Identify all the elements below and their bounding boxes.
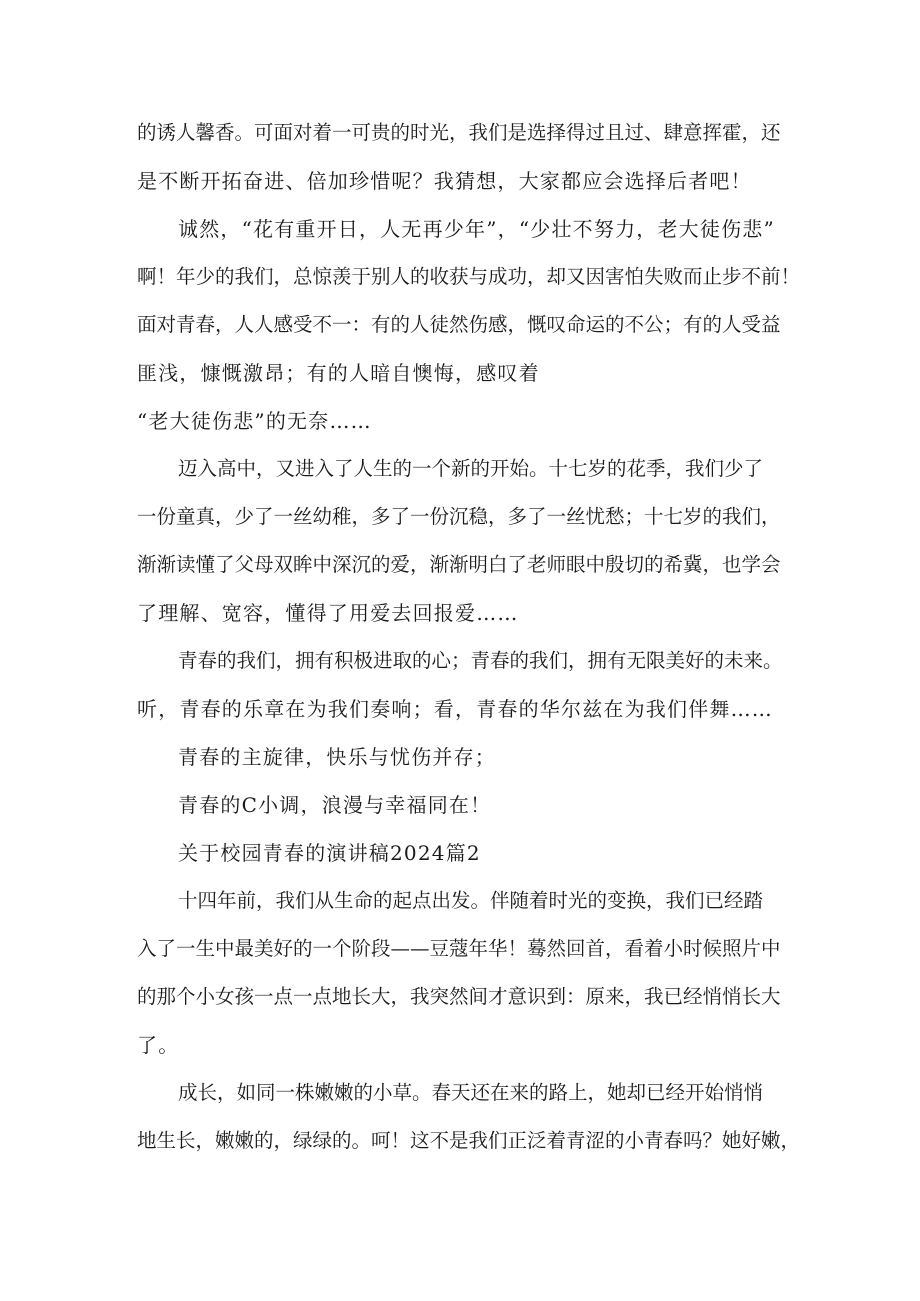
section-heading: 关于校园青春的演讲稿2024篇2 (178, 841, 481, 865)
text-line: “老大徒伤悲”的无奈…… (137, 409, 372, 433)
text-line: 青春的主旋律，快乐与忧伤并存； (178, 745, 496, 769)
text-line: 青春的我们，拥有积极进取的心；青春的我们，拥有无限美好的未来。 (178, 649, 783, 672)
text-line: 青春的C小调，浪漫与幸福同在！ (178, 793, 492, 817)
text-line: 啊！年少的我们，总惊羡于别人的收获与成功，却又因害怕失败而止步不前！ (137, 265, 801, 288)
text-line: 匪浅，慷慨激昂；有的人暗自懊悔，感叹着 (137, 361, 540, 385)
text-line: 是不断开拓奋进、倍加珍惜呢？我猜想，大家都应会选择后者吧！ (137, 169, 752, 193)
text-line: 了理解、宽容，懂得了用爱去回报爱…… (137, 601, 519, 625)
text-line: 渐渐读懂了父母双眸中深沉的爱，渐渐明白了老师眼中殷切的希冀，也学会 (137, 553, 781, 576)
text-line: 的诱人馨香。可面对着一可贵的时光，我们是选择得过且过、肆意挥霍，还 (137, 121, 781, 144)
text-line: 成长，如同一株嫩嫩的小草。春天还在来的路上，她却已经开始悄悄 (178, 1081, 764, 1104)
text-line: 迈入高中，又进入了人生的一个新的开始。十七岁的花季，我们少了 (178, 457, 764, 480)
text-line: 听，青春的乐章在为我们奏响；看，青春的华尔兹在为我们伴舞…… (137, 697, 773, 721)
text-line: 十四年前，我们从生命的起点出发。伴随着时光的变换，我们已经踏 (178, 889, 764, 912)
text-line: 了。 (137, 1033, 180, 1057)
text-line: 面对青春，人人感受不一：有的人徒然伤感，慨叹命运的不公；有的人受益 (137, 313, 781, 336)
text-line: 地生长，嫩嫩的，绿绿的。呵！这不是我们正泛着青涩的小青春吗？她好嫩， (137, 1129, 801, 1152)
text-line: 诚然，“花有重开日，人无再少年”，“少壮不努力，老大徒伤悲” (178, 217, 775, 241)
text-line: 一份童真，少了一丝幼稚，多了一份沉稳，多了一丝忧愁；十七岁的我们， (137, 505, 781, 528)
text-line: 的那个小女孩一点一点地长大，我突然间才意识到：原来，我已经悄悄长大 (137, 985, 781, 1008)
text-line: 入了一生中最美好的一个阶段——豆蔻年华！蓦然回首，看着小时候照片中 (137, 937, 781, 960)
